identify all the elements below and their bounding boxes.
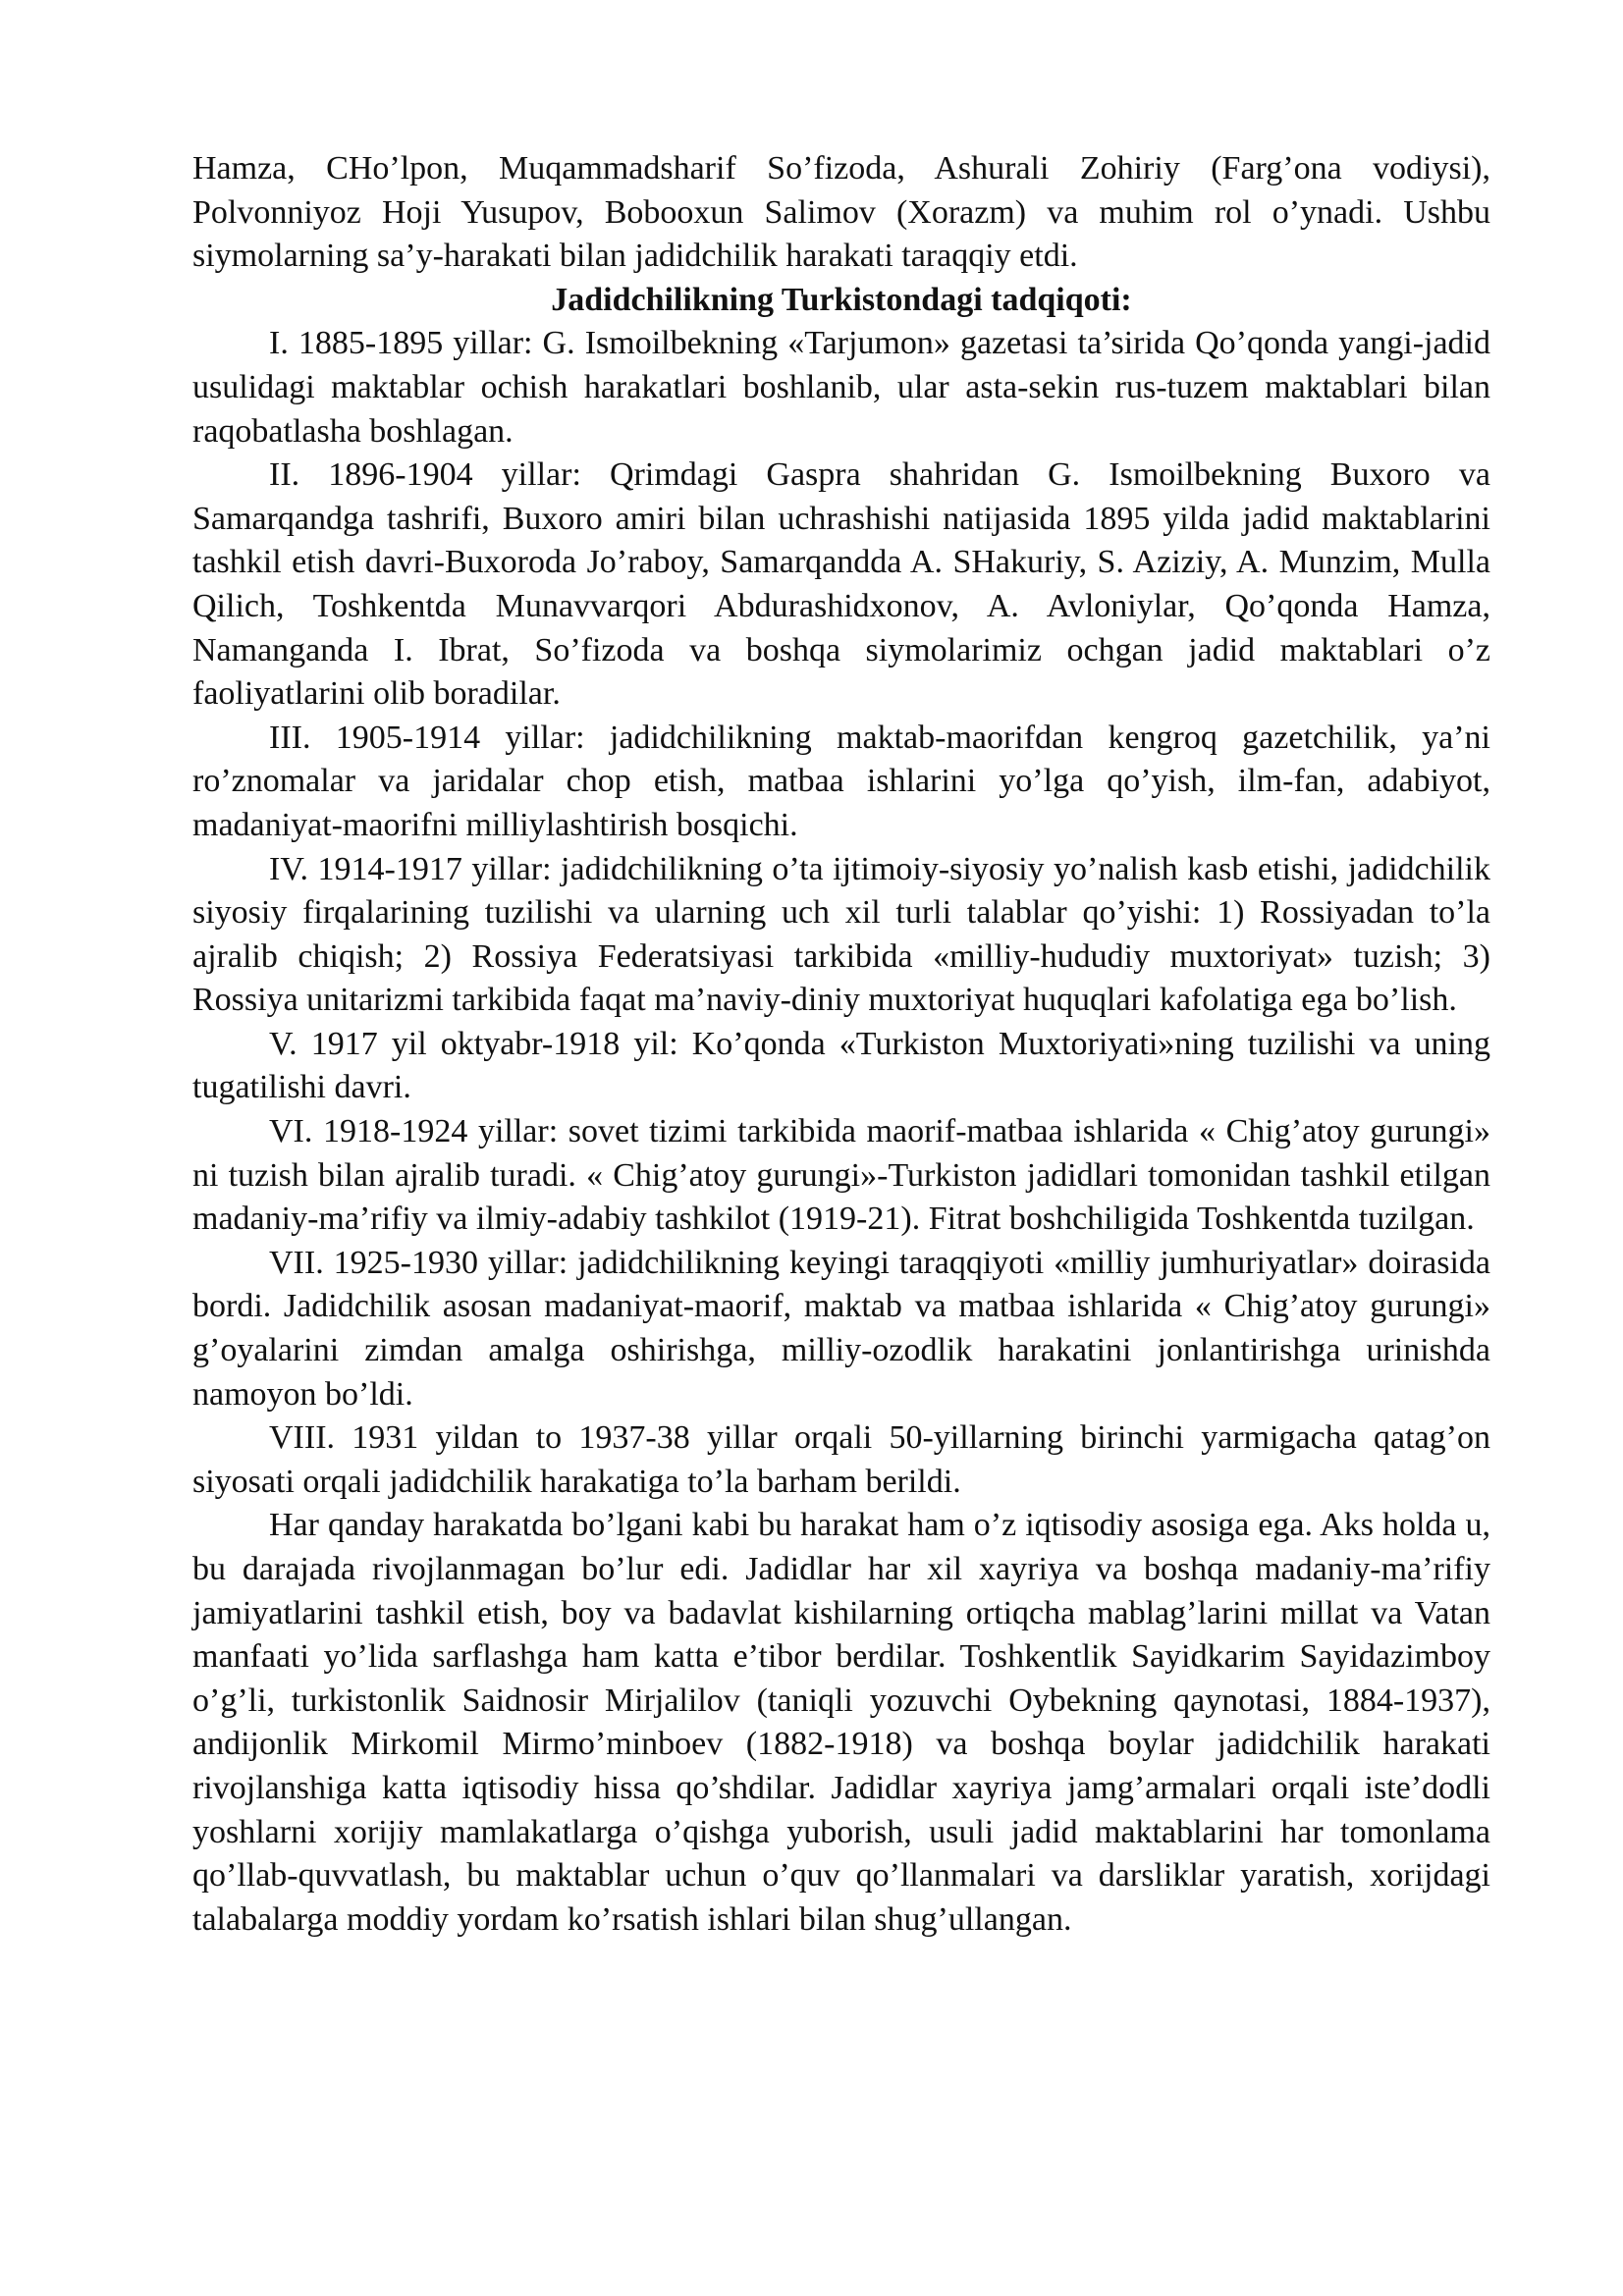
document-page	[192, 147, 1490, 1942]
closing-paragraph: Har qanday harakatda bo’lgani kabi bu harakat ham o’z iqtisodiy asosiga ega. Aks holda u, bu darajada rivojlanmagan bo’lur edi. Jadidlar har xil xayriya va boshqa madaniy-ma’rifiy jamiyatlarini tashkil etish, boy va badavlat kishilarning ortiqcha mablag’larini millat va Vatan manfaati yo’lida sarflashga ham katta e’tibor berdilar. Toshkentlik Sayidkarim Sayidazimboy o’g’li, turkistonlik Saidnosir Mirjalilov (taniqli yozuvchi Oybekning qaynotasi, 1884-1937), andijonlik Mirkomil Mirmo’minboev (1882-1918) va boshqa boylar jadidchilik harakati rivojlanshiga katta iqtisodiy hissa qo’shdilar. Jadidlar xayriya jamg’armalari orqali iste’dodli yoshlarni xorijiy mamlakatlarga o’qishga yuborish, usuli jadid maktablarini har tomonlama qo’llab-quvvatlash, bu maktablar uchun o’quv qo’llanmalari va darsliklar yaratish, xorijdagi talabalarga moddiy yordam ko’rsatish ishlari bilan shug’ullangan.	[192, 1507, 1490, 1938]
section-heading: Jadidchilikning Turkistondagi tadqiqoti:	[551, 281, 1132, 318]
period-paragraph-7: VII. 1925-1930 yillar: jadidchilikning keyingi taraqqiyoti «milliy jumhuriyatlar» doirasida bordi. Jadidchilik asosan madaniyat-maorif, maktab va matbaa ishlarida « Chig’atoy gurungi» g’oyalarini zimdan amalga oshirishga, milliy-ozodlik harakatini jonlantirishga urinishda namoyon bo’ldi.	[192, 1244, 1490, 1413]
period-paragraph-8: VIII. 1931 yildan to 1937-38 yillar orqali 50-yillarning birinchi yarmigacha qatag’on siyosati orqali jadidchilik harakatiga to’la barham berildi.	[192, 1419, 1490, 1500]
period-paragraph-3: III. 1905-1914 yillar: jadidchilikning maktab-maorifdan kengroq gazetchilik, ya’ni ro’znomalar va jaridalar chop etish, matbaa ishlarini yo’lga qo’yish, ilm-fan, adabiyot, madaniyat-maorifni milliylashtirish bosqichi.	[192, 719, 1490, 843]
period-paragraph-5: V. 1917 yil oktyabr-1918 yil: Ko’qonda «Turkiston Muxtoriyati»ning tuzilishi va uning tugatilishi davri.	[192, 1025, 1490, 1106]
period-paragraph-2: II. 1896-1904 yillar: Qrimdagi Gaspra shahridan G. Ismoilbekning Buxoro va Samarqandga tashrifi, Buxoro amiri bilan uchrashishi natijasida 1895 yilda jadid maktablarini tashkil etish davri-Buxoroda Jo’raboy, Samarqandda A. SHakuriy, S. Aziziy, A. Munzim, Mulla Qilich, Toshkentda Munavvarqori Abdurashidxonov, A. Avloniylar, Qo’qonda Hamza, Namanganda I. Ibrat, So’fizoda va boshqa siymolarimiz ochgan jadid maktablari o’z faoliyatlarini olib boradilar.	[192, 456, 1490, 713]
period-paragraph-6: VI. 1918-1924 yillar: sovet tizimi tarkibida maorif-matbaa ishlarida « Chig’atoy gurungi» ni tuzish bilan ajralib turadi. « Chig’atoy gurungi»-Turkiston jadidlari tomonidan tashkil etilgan madaniy-ma’rifiy va ilmiy-adabiy tashkilot (1919-21). Fitrat boshchiligida Toshkentda tuzilgan.	[192, 1113, 1490, 1238]
period-paragraph-4: IV. 1914-1917 yillar: jadidchilikning o’ta ijtimoiy-siyosiy yo’nalish kasb etishi, jadidchilik siyosiy firqalarining tuzilishi va ularning uch xil turli talablar qo’yishi: 1) Rossiyadan to’la ajralib chiqish; 2) Rossiya Federatsiyasi tarkibida «milliy-hududiy muxtoriyat» tuzish; 3) Rossiya unitarizmi tarkibida faqat ma’naviy-diniy muxtoriyat huquqlari kafolatiga ega bo’lish.	[192, 850, 1490, 1019]
intro-paragraph: Hamza, CHo’lpon, Muqammadsharif So’fizoda, Ashurali Zohiriy (Farg’ona vodiysi), Polvonniyoz Hoji Yusupov, Bobooxun Salimov (Xorazm) va muhim rol o’ynadi. Ushbu siymolarning sa’y-harakati bilan jadidchilik harakati taraqqiy etdi.	[192, 150, 1490, 275]
period-paragraph-1: I. 1885-1895 yillar: G. Ismoilbekning «Tarjumon» gazetasi ta’sirida Qo’qonda yangi-jadid usulidagi maktablar ochish harakatlari boshlanib, ular asta-sekin rus-tuzem maktablari bilan raqobatlasha boshlagan.	[192, 325, 1490, 450]
